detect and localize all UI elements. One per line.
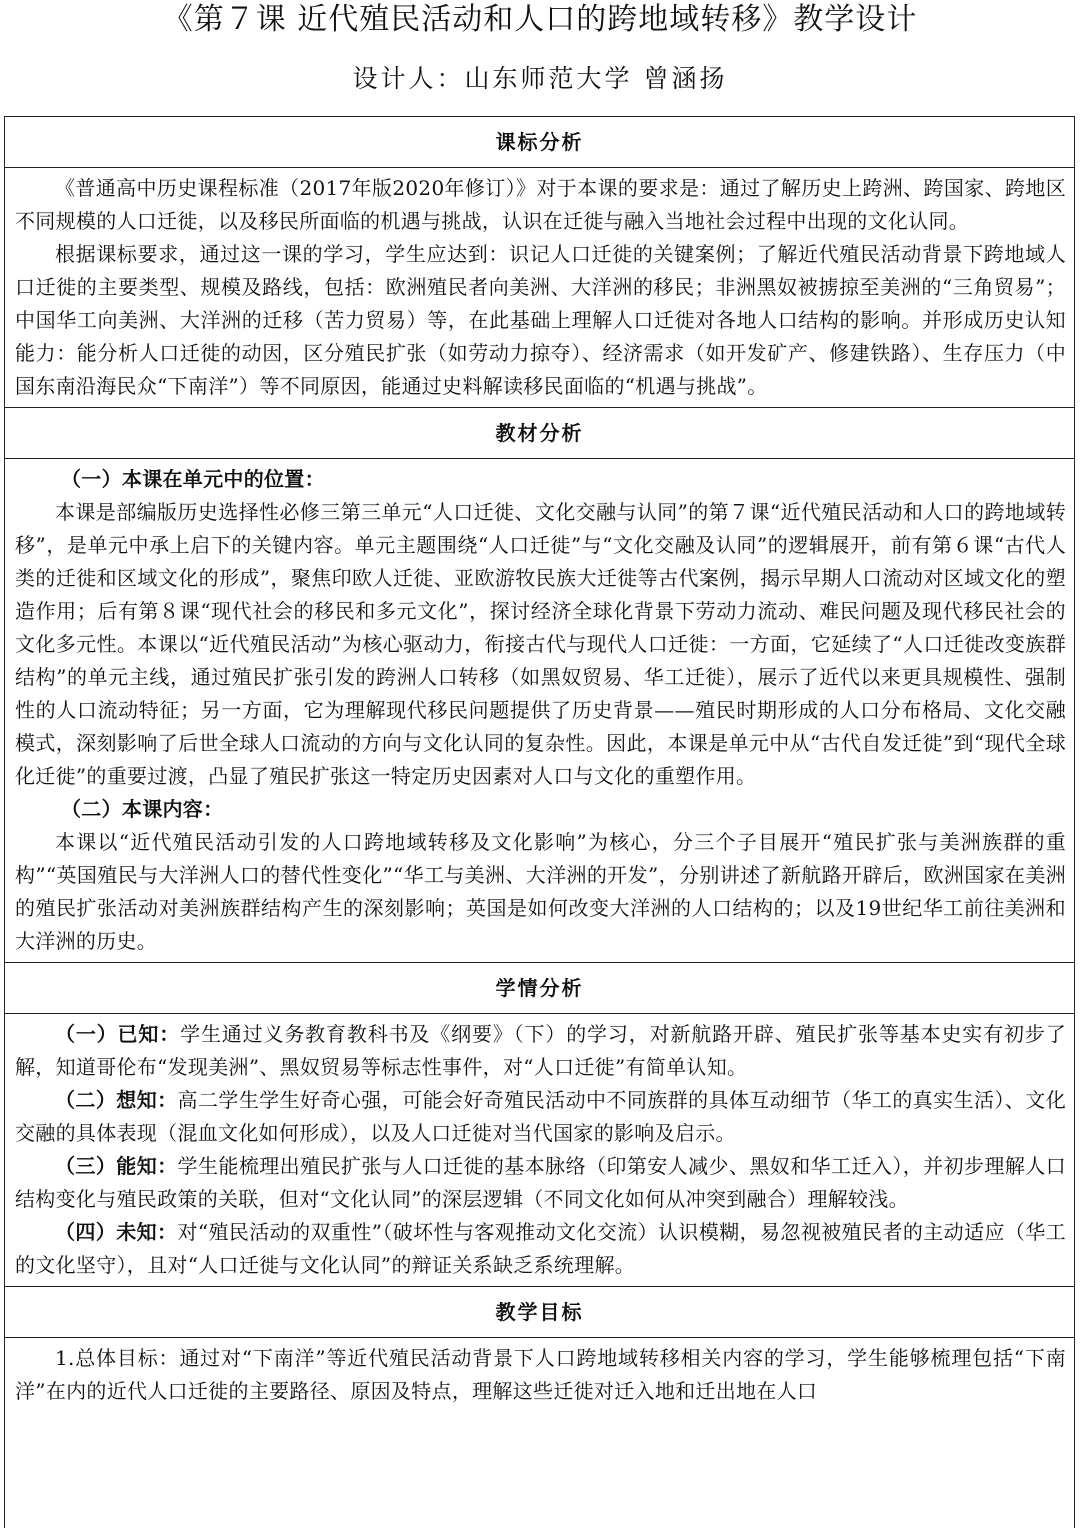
- section-heading-goals: 教学目标: [5, 1287, 1074, 1338]
- learner-item-text: 高二学生学生好奇心强，可能会好奇殖民活动中不同族群的具体互动细节（华工的真实生活）、文化交融的具体表现（混血文化如何形成），以及人口迁徙对当代国家的影响及启示。: [15, 1088, 1066, 1145]
- learner-item: [15, 1150, 1066, 1216]
- section-heading-textbook: 教材分析: [5, 408, 1074, 459]
- section-body-goals: [5, 1338, 1074, 1412]
- learner-item: [15, 1216, 1066, 1282]
- subheading-text: （二）本课内容：: [61, 797, 224, 821]
- learner-item-text: 学生通过义务教育教科书及《纲要》（下）的学习，对新航路开辟、殖民扩张等基本史实有初步了解，知道哥伦布“发现美洲”、黑奴贸易等标志性事件，对“人口迁徙”有简单认知。: [15, 1022, 1066, 1079]
- learner-item-label: （一）已知：: [55, 1022, 181, 1046]
- textbook-subheading-2: [15, 793, 1066, 826]
- section-heading-learners: 学情分析: [5, 963, 1074, 1014]
- lesson-plan-table: [4, 116, 1075, 1528]
- textbook-paragraph-1: 本课是部编版历史选择性必修三第三单元“人口迁徙、文化交融与认同”的第７课“近代殖民活动和人口的跨地域转移”，是单元中承上启下的关键内容。单元主题围绕“人口迁徙”与“文化交融及认同”的逻辑展开，前有第６课“古代人类的迁徙和区域文化的形成”，聚焦印欧人迁徙、亚欧游牧民族大迁徙等古代案例，揭示早期人口流动对区域文化的塑造作用；后有第８课“现代社会的移民和多元文化”，探讨经济全球化背景下劳动力流动、难民问题及现代移民社会的文化多元性。本课以“近代殖民活动”为核心驱动力，衔接古代与现代人口迁徙：一方面，它延续了“人口迁徙改变族群结构”的单元主线，通过殖民扩张引发的跨洲人口转移（如黑奴贸易、华工迁徙），展示了近代以来更具规模性、强制性的人口流动特征；另一方面，它为理解现代移民问题提供了历史背景——殖民时期形成的人口分布格局、文化交融模式，深刻影响了后世全球人口流动的方向与文化认同的复杂性。因此，本课是单元中从“古代自发迁徙”到“现代全球化迁徙”的重要过渡，凸显了殖民扩张这一特定历史因素对人口与文化的重塑作用。: [15, 500, 1066, 788]
- standards-paragraph-2: 根据课标要求，通过这一课的学习，学生应达到：识记人口迁徙的关键案例；了解近代殖民活动背景下跨地域人口迁徙的主要类型、规模及路线，包括：欧洲殖民者向美洲、大洋洲的移民；非洲黑奴被掳掠至美洲的“三角贸易”；中国华工向美洲、大洋洲的迁移（苦力贸易）等，在此基础上理解人口迁徙对各地人口结构的影响。并形成历史认知能力：能分析人口迁徙的动因，区分殖民扩张（如劳动力掠夺）、经济需求（如开发矿产、修建铁路）、生存压力（中国东南沿海民众“下南洋”）等不同原因，能通过史料解读移民面临的“机遇与挑战”。: [15, 242, 1066, 398]
- subheading-text: （一）本课在单元中的位置：: [61, 467, 325, 491]
- standards-paragraph-1: 《普通高中历史课程标准（2017年版2020年修订）》对于本课的要求是：通过了解历史上跨洲、跨国家、跨地区不同规模的人口迁徙，以及移民所面临的机遇与挑战，认识在迁徙与融入当地社会过程中出现的文化认同。: [15, 176, 1066, 233]
- document-title: 《第７课 近代殖民活动和人口的跨地域转移》教学设计: [162, 2, 918, 37]
- goals-paragraph-1: 1.总体目标：通过对“下南洋”等近代殖民活动背景下人口跨地域转移相关内容的学习，学生能够梳理包括“下南洋”在内的近代人口迁徙的主要路径、原因及特点，理解这些迁徙对迁入地和迁出地在人口: [15, 1346, 1066, 1403]
- learner-item-label: （二）想知：: [55, 1088, 178, 1112]
- learner-item: [15, 1084, 1066, 1150]
- textbook-subheading-1: [15, 463, 1066, 496]
- section-heading-standards: 课标分析: [5, 117, 1074, 168]
- designer-line: 设计人：山东师范大学 曾涵扬: [352, 64, 728, 93]
- textbook-paragraph-2: 本课以“近代殖民活动引发的人口跨地域转移及文化影响”为核心，分三个子目展开“殖民扩张与美洲族群的重构”“英国殖民与大洋洲人口的替代性变化”“华工与美洲、大洋洲的开发”，分别讲述了新航路开辟后，欧洲国家在美洲的殖民扩张活动对美洲族群结构产生的深刻影响；英国是如何改变大洋洲的人口结构的；以及19世纪华工前往美洲和大洋洲的历史。: [15, 830, 1066, 953]
- section-body-standards: [5, 168, 1074, 408]
- section-body-textbook: [5, 459, 1074, 963]
- learner-item-text: 学生能梳理出殖民扩张与人口迁徙的基本脉络（印第安人减少、黑奴和华工迁入），并初步理解人口结构变化与殖民政策的关联，但对“文化认同”的深层逻辑（不同文化如何从冲突到融合）理解较浅。: [15, 1154, 1066, 1211]
- learner-item-label: （四）未知：: [55, 1220, 178, 1244]
- learner-item: [15, 1018, 1066, 1084]
- learner-item-text: 对“殖民活动的双重性”（破坏性与客观推动文化交流）认识模糊，易忽视被殖民者的主动适应（华工的文化坚守），且对“人口迁徙与文化认同”的辩证关系缺乏系统理解。: [15, 1220, 1066, 1277]
- section-body-learners: [5, 1014, 1074, 1287]
- learner-item-label: （三）能知：: [55, 1154, 178, 1178]
